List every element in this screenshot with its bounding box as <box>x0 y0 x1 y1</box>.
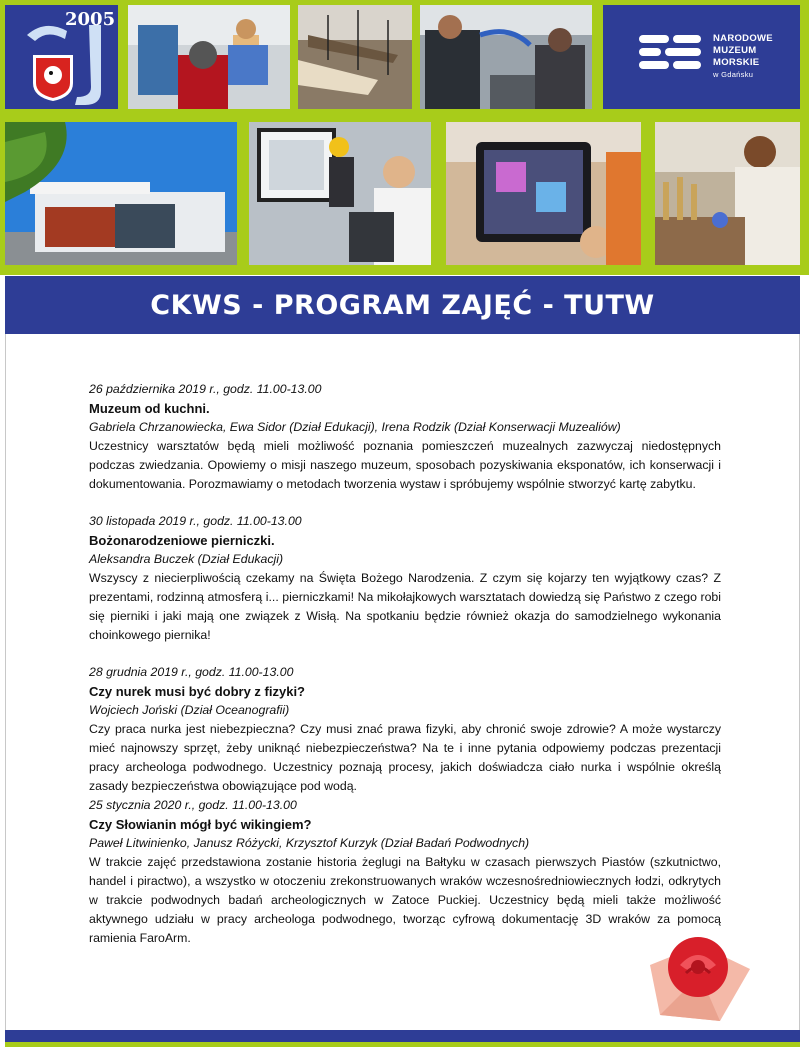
page-title: CKWS - PROGRAM ZAJĘĆ - TUTW <box>150 289 655 321</box>
museum-line-2: MUZEUM <box>713 45 757 56</box>
museum-name <box>713 33 773 81</box>
anniversary-logo-tile <box>5 5 118 109</box>
event-date: 28 grudnia 2019 r., godz. 11.00-13.00 <box>89 665 294 679</box>
candy-rose-icon <box>650 925 750 1021</box>
event-title: Czy nurek musi być dobry z fizyki? <box>89 684 305 699</box>
photo-museum-building <box>5 122 237 265</box>
photo-scanning-workshop-image <box>420 5 592 109</box>
event-date: 26 października 2019 r., godz. 11.00-13.00 <box>89 382 322 396</box>
event-description: W trakcie zajęć przedstawiona zostanie historia żeglugi na Bałtyku w czasach pierwszych Piastów (szkutnictwo, handel i piractwo), a wszystko w otoczeniu zrekonstruowanych wraków wczesnośredniowiecznych łodzi, odkrytych w trakcie podwodnych badań archeologicznych w Zatoce Puckiej. Uczestnicy będą mieli także możliwość aktywnego udziału w pracy archeologa podwodnego, tworząc cyfrową dokumentację 3D wraków za pomocą ramienia FaroArm. <box>89 855 721 945</box>
event-title: Muzeum od kuchni. <box>89 401 210 416</box>
event-hosts: Wojciech Joński (Dział Oceanografii) <box>89 703 290 717</box>
museum-logo-tile <box>603 5 800 109</box>
photo-tablet-game <box>446 122 641 265</box>
photo-scanning-workshop <box>420 5 592 109</box>
event-date: 30 listopada 2019 r., godz. 11.00-13.00 <box>89 514 302 528</box>
candy-decoration <box>650 925 750 1021</box>
photo-lab-equipment <box>128 5 290 109</box>
event-date: 25 stycznia 2020 r., godz. 11.00-13.00 <box>89 798 297 812</box>
event-title: Czy Słowianin mógł być wikingiem? <box>89 817 312 832</box>
program-list <box>89 380 721 948</box>
event-hosts: Paweł Litwinienko, Janusz Różycki, Krzysztof Kurzyk (Dział Badań Podwodnych) <box>89 836 530 850</box>
event-hosts: Gabriela Chrzanowiecka, Ewa Sidor (Dział Edukacji), Irena Rodzik (Dział Konserwacji Muzealiów) <box>89 420 621 434</box>
event-item <box>89 512 721 645</box>
event-item <box>89 663 721 796</box>
spacer <box>89 645 721 663</box>
photo-ship-models-image <box>298 5 412 109</box>
photo-artifact-workshop-image <box>655 122 800 265</box>
spacer <box>89 494 721 512</box>
event-description: Wszyscy z niecierpliwością czekamy na Święta Bożego Narodzenia. Z czym się kojarzy ten wyjątkowy czas? Z prezentami, rodzinną atmosferą i... pierniczkami! Na mikołajkowych warsztatach dowiedzą się Państwo z czego robi się pierniki i jaki mają one związek z Wisłą. Na spotkaniu będzie również okazja do samodzielnego wykonania choinkowego piernika! <box>89 571 721 642</box>
event-item <box>89 796 721 948</box>
event-description: Czy praca nurka jest niebezpieczna? Czy musi znać prawa fizyki, aby chronić swoje zdrowie? A może wystarczy mieć najnowszy sprzęt, żeby uniknąć niebezpieczeństwa? Na te i inne pytania odpowiemy podczas prezentacji pracy archeologa podwodnego. Uczestnicy poznają procesy, jakich doświadcza ciało nurka i wspólnie określą zasady bezpieczeństwa obowiązujące pod wodą. <box>89 722 721 793</box>
photo-artifact-workshop <box>655 122 800 265</box>
footer-bar <box>5 1030 800 1042</box>
event-hosts: Aleksandra Buczek (Dział Edukacji) <box>89 552 284 566</box>
museum-line-3: MORSKIE <box>713 57 760 68</box>
photo-conservation-lab-image <box>249 122 431 265</box>
museum-city: w Gdańsku <box>713 70 754 79</box>
photo-conservation-lab <box>249 122 431 265</box>
footer-accent-line <box>5 1042 800 1047</box>
museum-line-1: NARODOWE <box>713 33 773 44</box>
title-bar <box>5 276 800 334</box>
photo-ship-models <box>298 5 412 109</box>
event-description: Uczestnicy warsztatów będą mieli możliwość poznania pomieszczeń muzealnych zazwyczaj niedostępnych podczas zwiedzania. Opowiemy o misji naszego muzeum, sposobach pozyskiwania eksponatów, ich konserwacji i dokumentowania. Porozmawiamy o metodach tworzenia wystaw i spróbujemy wspólnie stworzyć kartę zabytku. <box>89 439 721 491</box>
photo-museum-building-image <box>5 122 237 265</box>
photo-lab-equipment-image <box>128 5 290 109</box>
anniversary-year: 2005 <box>65 9 116 30</box>
photo-tablet-game-image <box>446 122 641 265</box>
event-title: Bożonarodzeniowe pierniczki. <box>89 533 275 548</box>
event-item <box>89 380 721 494</box>
